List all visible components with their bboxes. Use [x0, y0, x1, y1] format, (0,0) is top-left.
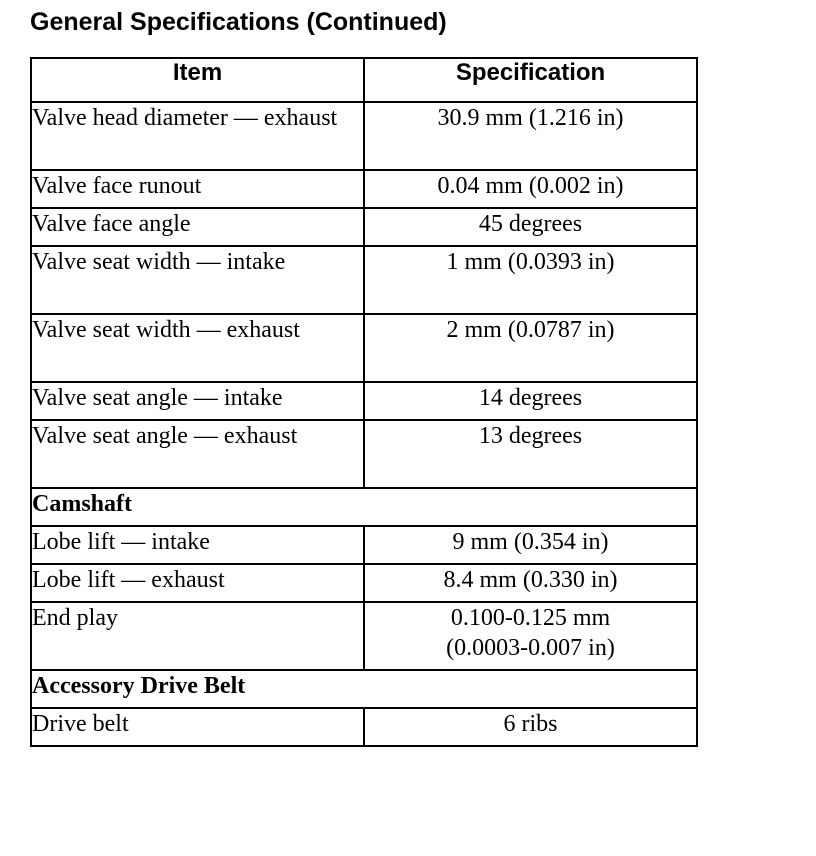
- spec-cell: 6 ribs: [364, 708, 697, 746]
- table-row: [31, 246, 697, 314]
- spec-cell: 30.9 mm (1.216 in): [364, 102, 697, 170]
- spec-cell: 0.04 mm (0.002 in): [364, 170, 697, 208]
- item-cell: Valve seat angle — exhaust: [31, 420, 364, 488]
- section-row-accessory-drive-belt: [31, 670, 697, 708]
- item-cell: Valve face angle: [31, 208, 364, 246]
- section-title: Camshaft: [31, 488, 697, 526]
- table-row: [31, 526, 697, 564]
- specifications-table: [30, 57, 698, 747]
- spec-cell: 45 degrees: [364, 208, 697, 246]
- table-row: [31, 602, 697, 670]
- spec-cell: 8.4 mm (0.330 in): [364, 564, 697, 602]
- item-cell: Lobe lift — intake: [31, 526, 364, 564]
- table-row: [31, 102, 697, 170]
- item-cell: Valve seat width — intake: [31, 246, 364, 314]
- item-cell: Drive belt: [31, 708, 364, 746]
- column-header-item: Item: [31, 58, 364, 102]
- spec-line: (0.0003-0.007 in): [446, 635, 615, 661]
- column-header-specification: Specification: [364, 58, 697, 102]
- table-row: [31, 208, 697, 246]
- item-cell: Valve face runout: [31, 170, 364, 208]
- item-cell: End play: [31, 602, 364, 670]
- spec-cell: [364, 602, 697, 670]
- table-row: [31, 564, 697, 602]
- spec-line: 0.100-0.125 mm: [450, 605, 611, 631]
- table-row: [31, 708, 697, 746]
- spec-cell: 2 mm (0.0787 in): [364, 314, 697, 382]
- page-title: General Specifications (Continued): [30, 8, 447, 36]
- item-cell: Valve seat width — exhaust: [31, 314, 364, 382]
- table-header-row: [31, 58, 697, 102]
- table-row: [31, 170, 697, 208]
- item-cell: Lobe lift — exhaust: [31, 564, 364, 602]
- section-row-camshaft: [31, 488, 697, 526]
- table-row: [31, 420, 697, 488]
- table-row: [31, 382, 697, 420]
- spec-cell: 13 degrees: [364, 420, 697, 488]
- item-cell: Valve head diameter — exhaust: [31, 102, 364, 170]
- spec-cell: 14 degrees: [364, 382, 697, 420]
- spec-cell: 1 mm (0.0393 in): [364, 246, 697, 314]
- spec-cell: 9 mm (0.354 in): [364, 526, 697, 564]
- item-cell: Valve seat angle — intake: [31, 382, 364, 420]
- section-title: Accessory Drive Belt: [31, 670, 697, 708]
- table-row: [31, 314, 697, 382]
